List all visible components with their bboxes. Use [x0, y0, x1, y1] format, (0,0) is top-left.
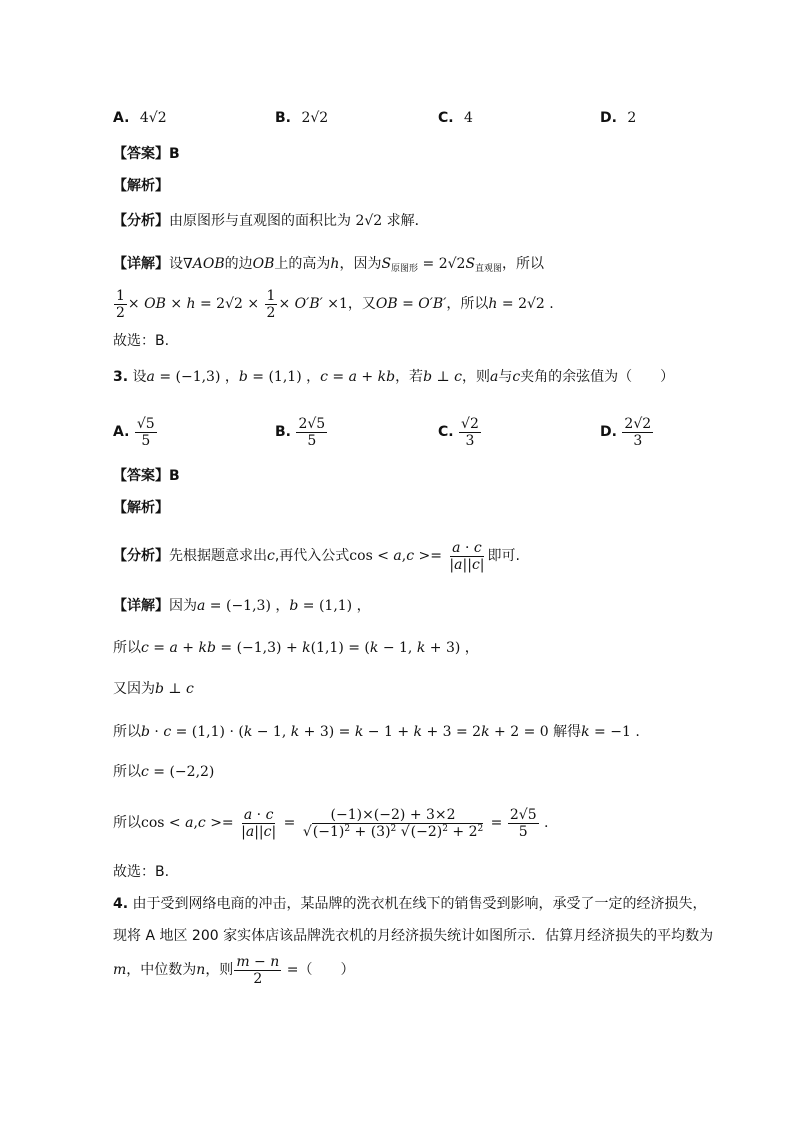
- text: ，因为: [339, 256, 382, 272]
- numerator: √5: [136, 415, 155, 432]
- text: 所以: [113, 640, 141, 656]
- q3-analysis-label: 【解析】: [113, 500, 169, 516]
- xiangjie-tag: 【详解】: [113, 256, 169, 272]
- text: 与: [498, 369, 513, 385]
- text: ，则: [205, 962, 234, 978]
- numerator: √2: [461, 415, 479, 432]
- q2-option-a: [113, 108, 167, 128]
- numerator: 2√5: [298, 415, 326, 432]
- option-key: D.: [600, 110, 617, 126]
- text: 设: [132, 369, 147, 385]
- text: ，则: [461, 369, 490, 385]
- q3-stem: [113, 367, 674, 387]
- math-ratio: 2√2: [355, 213, 383, 229]
- text: ，所以: [502, 256, 545, 272]
- math-ob: OB: [252, 256, 275, 272]
- option-fraction: [459, 416, 481, 449]
- math-n: n: [196, 962, 206, 978]
- text: 又因为: [113, 681, 155, 697]
- q3-detail-line6: [113, 798, 549, 848]
- option-value: 2√2: [301, 110, 329, 126]
- math-c: c: [267, 548, 275, 564]
- text: 夹角的余弦值为（ ）: [520, 369, 675, 385]
- text: 所以: [113, 724, 141, 740]
- q3-option-a: [113, 412, 158, 452]
- fenxi-tail: 求解．: [386, 213, 429, 229]
- q4-stem-line3: [113, 952, 354, 988]
- q2-option-d: [600, 108, 636, 128]
- math-h: h: [330, 256, 340, 272]
- option-fraction: [622, 416, 653, 449]
- q2-conclusion: 故选：B.: [113, 333, 170, 349]
- option-key: C.: [438, 110, 454, 126]
- text: 即可.: [487, 548, 520, 564]
- denominator: 3: [633, 432, 643, 449]
- math-c: c: [512, 369, 521, 385]
- q3-option-b: [275, 412, 328, 452]
- numerator: 2√2: [624, 415, 652, 432]
- option-value: 4: [464, 110, 473, 126]
- q3-detail-line4: [113, 722, 640, 742]
- question-number: 4.: [113, 896, 129, 912]
- text: 所以: [113, 764, 141, 780]
- q2-fenxi: [113, 211, 429, 231]
- denominator: 5: [307, 432, 317, 449]
- q3-option-d: [600, 412, 654, 452]
- math-dot: b · c = (1,1) · (k − 1, k + 3) = k − 1 + k + 3 = 2k + 2 = 0: [141, 724, 549, 740]
- math-ob-eq: OB = O′B′: [375, 296, 447, 312]
- option-value: 4√2: [139, 110, 167, 126]
- math-perp: b ⊥ c: [155, 681, 194, 697]
- q3-detail-line5: [113, 762, 214, 782]
- q2-analysis-label: 【解析】: [113, 178, 169, 194]
- text: （ ）: [298, 962, 355, 978]
- q3-detail-line1: [113, 596, 371, 616]
- math-h-result: h = 2√2 .: [488, 296, 554, 312]
- math-k: k = −1 .: [581, 724, 640, 740]
- text: 所以: [113, 815, 141, 831]
- math-m: m: [113, 962, 127, 978]
- q4-stem-line1: [113, 894, 707, 914]
- text: 由于受到网络电商的冲击，某品牌的洗衣机在线下的销售受到影响，承受了一定的经济损失，: [132, 896, 707, 912]
- fenxi-text: 由原图形与直观图的面积比为: [169, 213, 351, 229]
- subscript: 原图形: [391, 264, 419, 274]
- option-value: 2: [627, 110, 637, 126]
- option-fraction: [135, 416, 157, 449]
- math-perp: b ⊥ c: [423, 369, 462, 385]
- denominator: 3: [465, 432, 475, 449]
- option-key: D.: [600, 424, 617, 440]
- text: 的边: [224, 256, 253, 272]
- text: ，中位数为: [126, 962, 197, 978]
- q2-option-c: [438, 108, 473, 128]
- text: 上的高为: [274, 256, 331, 272]
- q2-detail-line2: [113, 286, 554, 322]
- option-key: A.: [113, 424, 130, 440]
- option-fraction: [296, 416, 327, 449]
- text: 设: [169, 256, 183, 272]
- q3-option-c: [438, 412, 482, 452]
- q4-stem-line2: 现将 A 地区 200 家实体店该品牌洗衣机的月经济损失统计如图所示．估算月经济损失的平均数为: [113, 928, 714, 944]
- math-area-eq: $\frac{1}{2}$ × OB × h = 2√2 × $\frac{1}{2}$ × O′B′ ×1: [116, 287, 348, 321]
- math-expression: $\frac{m - n}{2}$ =: [236, 953, 299, 987]
- math-cos-formula: cos < a,c >= $\frac{a \cdot c}{|a||c|}$: [349, 539, 485, 573]
- math-c-value: c = (−2,2): [141, 764, 215, 780]
- math-area-relation: $S_{原图形} = 2√2S_{直观图}$: [381, 256, 503, 274]
- q3-conclusion: 故选：B.: [113, 864, 170, 880]
- option-key: B.: [275, 110, 291, 126]
- denominator: 5: [141, 432, 151, 449]
- math-c-expand: c = a + kb = (−1,3) + k(1,1) = (k − 1, k + 3) ，: [141, 640, 479, 656]
- math-vectors: a = (−1,3) ，b = (1,1) ，c = a + kb: [146, 369, 396, 385]
- text: 因为: [169, 598, 197, 614]
- math-a: a: [489, 369, 499, 385]
- text: 解得: [553, 724, 582, 740]
- subscript: 直观图: [475, 264, 503, 274]
- text: ，又: [347, 296, 376, 312]
- q2-answer: 【答案】B: [113, 146, 180, 162]
- q2-option-b: [275, 108, 328, 128]
- q2-detail-line1: [113, 254, 544, 279]
- q3-detail-line3: [113, 679, 194, 699]
- math-cos-result: cos < a,c >= $\frac{a \cdot c}{|a||c|}$ = $\frac{(-1)\times(-2) + 3\times 2}{√(-1)^2 + (3)^2 √(-2)^2 + 2^2}$ = $\frac{2√5}{5}$ .: [141, 806, 549, 840]
- text: ，所以: [446, 296, 489, 312]
- option-key: C.: [438, 424, 454, 440]
- option-key: B.: [275, 424, 291, 440]
- fenxi-tag: 【分析】: [113, 213, 169, 229]
- text: ，若: [395, 369, 424, 385]
- math-given: a = (−1,3) ，b = (1,1) ，: [197, 598, 371, 614]
- q3-detail-line2: [113, 638, 479, 658]
- question-number: 3.: [113, 369, 129, 385]
- math-triangle: ∇AOB: [183, 256, 225, 272]
- xiangjie-tag: 【详解】: [113, 598, 169, 614]
- fenxi-tag: 【分析】: [113, 548, 169, 564]
- q3-answer: 【答案】B: [113, 468, 180, 484]
- text: ,再代入公式: [274, 548, 350, 564]
- option-key: A.: [113, 110, 130, 126]
- q3-fenxi: [113, 536, 520, 576]
- text: 先根据题意求出: [169, 548, 267, 564]
